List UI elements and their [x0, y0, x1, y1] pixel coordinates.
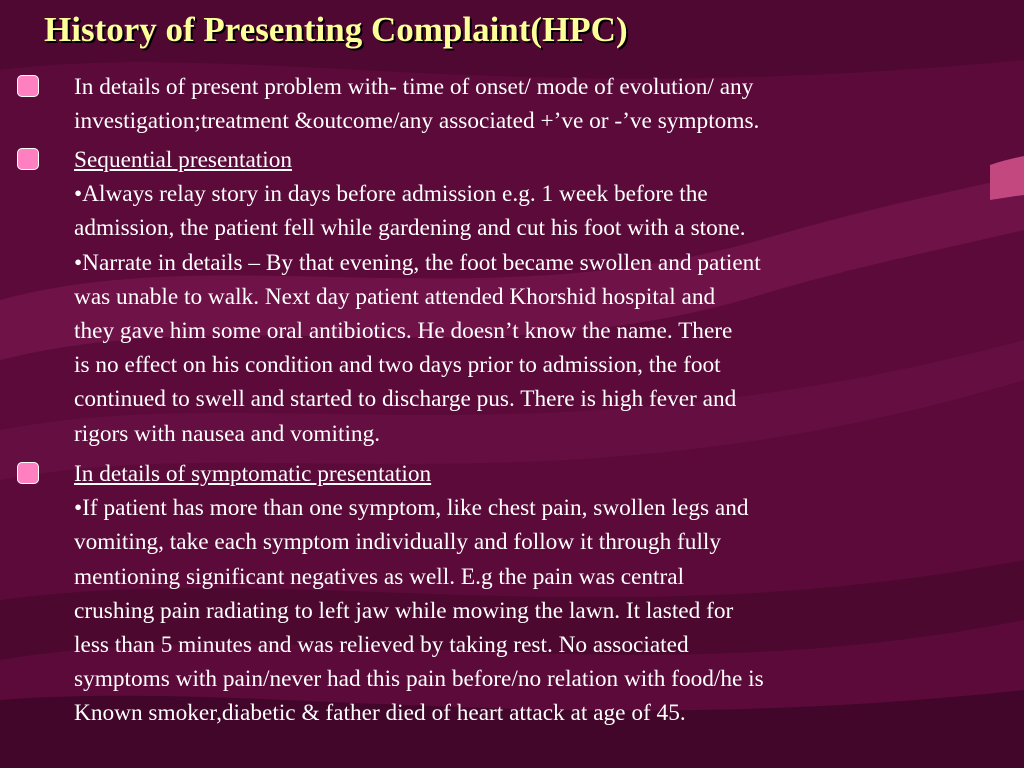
bullet-text: [74, 457, 924, 731]
bullet-line: continued to swell and started to discharge pus. There is high fever and: [74, 386, 737, 413]
bullet-text: [74, 143, 924, 451]
bullet-line: investigation;treatment &outcome/any associated +’ve or -’ve symptoms.: [74, 108, 760, 135]
bullet-heading: In details of symptomatic presentation: [74, 461, 432, 487]
bullet-heading: Sequential presentation: [74, 147, 293, 173]
bullet-line: •Narrate in details – By that evening, the foot became swollen and patient: [74, 249, 761, 276]
bullet-line: they gave him some oral antibiotics. He doesn’t know the name. There: [74, 318, 733, 345]
rounded-square-bullet-icon: [17, 462, 39, 484]
bullet-text: [74, 70, 924, 138]
bullet-line: crushing pain radiating to left jaw while mowing the lawn. It lasted for: [74, 597, 734, 624]
bullet-line: Known smoker,diabetic & father died of heart attack at age of 45.: [74, 700, 686, 727]
bullet-line: rigors with nausea and vomiting.: [74, 420, 381, 447]
bullet-line: less than 5 minutes and was relieved by taking rest. No associated: [74, 632, 689, 659]
rounded-square-bullet-icon: [17, 75, 39, 97]
bullet-line: mentioning significant negatives as well. E.g the pain was central: [74, 563, 685, 590]
bullet-line: In details of present problem with- time of onset/ mode of evolution/ any: [74, 74, 754, 100]
bullet-line: is no effect on his condition and two days prior to admission, the foot: [74, 352, 721, 379]
slide-title: History of Presenting Complaint(HPC): [44, 10, 628, 49]
bullet-line: •If patient has more than one symptom, like chest pain, swollen legs and: [74, 495, 749, 522]
bullet-line: was unable to walk. Next day patient attended Khorshid hospital and: [74, 283, 716, 310]
bullet-line: vomiting, take each symptom individually and follow it through fully: [74, 529, 722, 556]
bullet-line: admission, the patient fell while gardening and cut his foot with a stone.: [74, 215, 746, 242]
rounded-square-bullet-icon: [17, 148, 39, 170]
bullet-line: •Always relay story in days before admission e.g. 1 week before the: [74, 181, 708, 208]
bullet-line: symptoms with pain/never had this pain before/no relation with food/he is: [74, 666, 764, 693]
